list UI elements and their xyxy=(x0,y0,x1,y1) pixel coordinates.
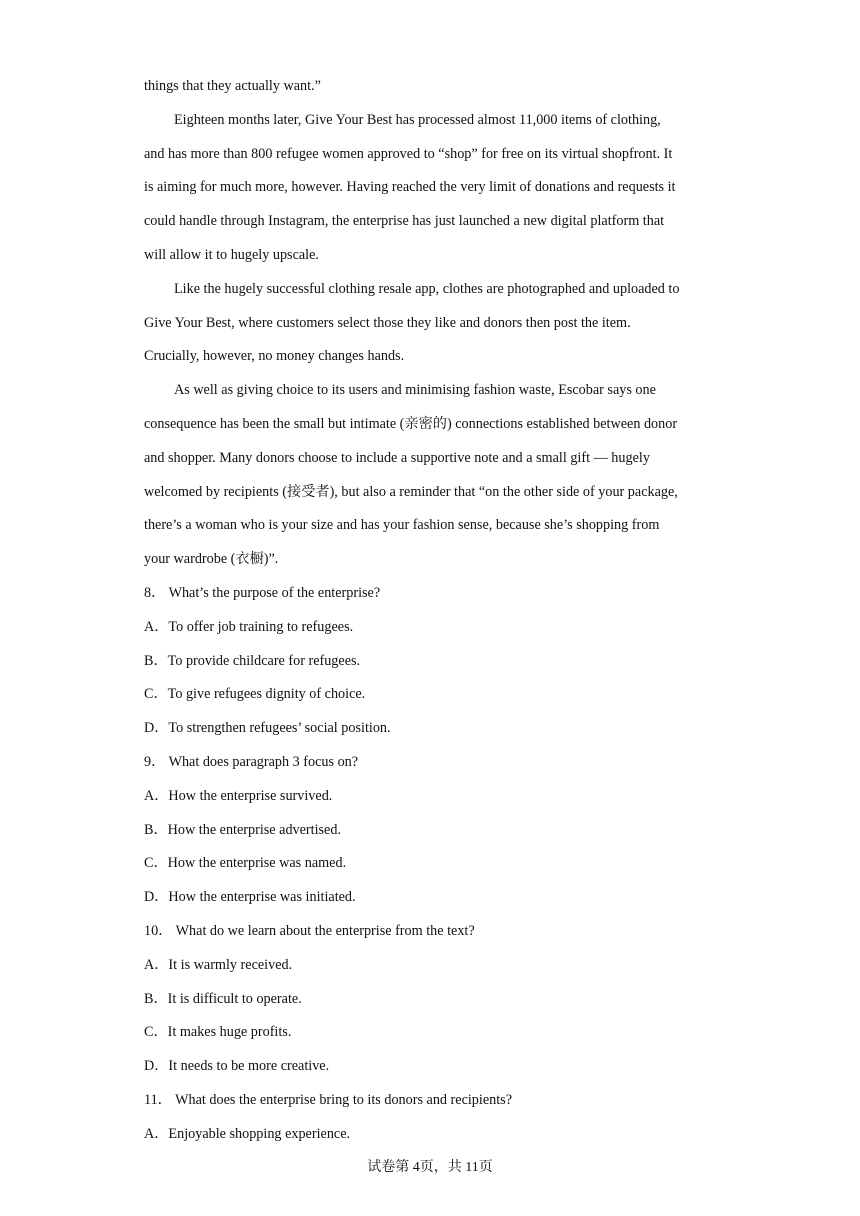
question-10 xyxy=(144,915,718,1084)
passage-line: welcomed by recipients (接受者), but also a reminder that “on the other side of your package, xyxy=(144,483,678,500)
option-a: A．To offer job training to refugees. xyxy=(144,618,354,635)
option-c: C．To give refugees dignity of choice. xyxy=(144,686,366,703)
passage-line: and has more than 800 refugee women approved to “shop” for free on its virtual shopfront. It xyxy=(144,145,673,162)
option-b: B．How the enterprise advertised. xyxy=(144,821,341,838)
passage-line: Crucially, however, no money changes hands. xyxy=(144,348,405,365)
option-a: A．Enjoyable shopping experience. xyxy=(144,1125,351,1142)
passage-line: consequence has been the small but intimate (亲密的) connections established between donor xyxy=(144,415,678,432)
question-stem: 10． What do we learn about the enterprise from the text? xyxy=(144,922,475,939)
option-b: B．It is difficult to operate. xyxy=(144,990,302,1007)
question-stem: 9． What does paragraph 3 focus on? xyxy=(144,753,359,770)
passage-line: As well as giving choice to its users and minimising fashion waste, Escobar says one xyxy=(174,382,656,399)
option-d: D．How the enterprise was initiated. xyxy=(144,889,356,906)
question-8 xyxy=(144,577,718,746)
passage-line: is aiming for much more, however. Having reached the very limit of donations and requests it xyxy=(144,179,676,196)
passage-line: Like the hugely successful clothing resale app, clothes are photographed and uploaded to xyxy=(174,280,680,297)
option-a: A．How the enterprise survived. xyxy=(144,787,333,804)
page-content xyxy=(144,70,718,1152)
page-footer: 试卷第 4页，共 11页 xyxy=(367,1160,493,1175)
question-11 xyxy=(144,1084,718,1152)
option-a: A．It is warmly received. xyxy=(144,956,293,973)
passage-line: and shopper. Many donors choose to include a supportive note and a small gift — hugely xyxy=(144,449,650,466)
passage-line: your wardrobe (衣橱)”. xyxy=(144,551,279,568)
passage-line: will allow it to hugely upscale. xyxy=(144,246,319,263)
passage-line: Give Your Best, where customers select those they like and donors then post the item. xyxy=(144,314,631,331)
passage-line: could handle through Instagram, the enterprise has just launched a new digital platform that xyxy=(144,213,665,230)
reading-passage xyxy=(144,70,718,577)
option-d: D．It needs to be more creative. xyxy=(144,1058,330,1075)
option-d: D．To strengthen refugees’ social position. xyxy=(144,720,391,737)
question-stem: 11． What does the enterprise bring to its donors and recipients? xyxy=(144,1091,512,1108)
option-c: C．It makes huge profits. xyxy=(144,1024,292,1041)
passage-line: there’s a woman who is your size and has your fashion sense, because she’s shopping from xyxy=(144,517,660,534)
question-9 xyxy=(144,746,718,915)
option-c: C．How the enterprise was named. xyxy=(144,855,347,872)
passage-line: things that they actually want.” xyxy=(144,78,321,94)
passage-line: Eighteen months later, Give Your Best has processed almost 11,000 items of clothing, xyxy=(174,111,661,128)
question-stem: 8． What’s the purpose of the enterprise? xyxy=(144,584,381,601)
option-b: B．To provide childcare for refugees. xyxy=(144,652,361,669)
